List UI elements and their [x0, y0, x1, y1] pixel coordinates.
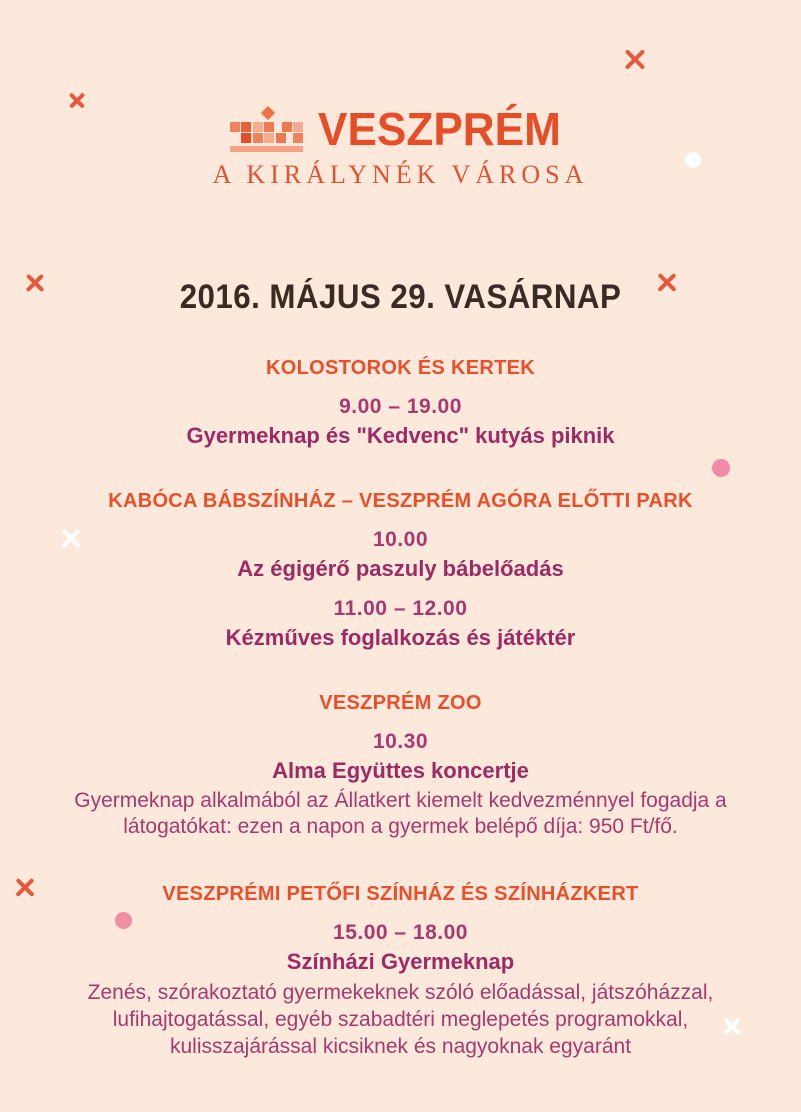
event-title: Kézműves foglalkozás és játéktér: [225, 625, 576, 650]
x-mark-decoration: [624, 48, 646, 71]
event-item: [0, 529, 801, 580]
program-list: [0, 358, 801, 1060]
event-section: [0, 491, 801, 649]
event-item: [0, 922, 801, 1060]
dot-decoration: [115, 912, 132, 929]
event-time: 11.00 – 12.00: [333, 597, 468, 620]
event-time: 15.00 – 18.00: [333, 921, 468, 944]
venue-heading: VESZPRÉM ZOO: [319, 692, 482, 714]
x-mark-decoration: [722, 1017, 741, 1036]
event-item: [0, 598, 801, 649]
venue-heading: KABÓCA BÁBSZÍNHÁZ – VESZPRÉM AGÓRA ELŐTTI PARK: [108, 490, 693, 512]
logo-slogan: A KIRÁLYNÉK VÁROSA: [212, 160, 589, 189]
event-description: Zenés, szórakoztató gyermekeknek szóló előadással, játszóházzal, lufihajtogatással, egyéb szabadtéri meglepetés programokkal, kulisszajárással kicsiknek és nagyoknak egyaránt: [87, 981, 714, 1058]
event-title: Színházi Gyermeknap: [286, 949, 515, 974]
event-section: [0, 884, 801, 1060]
logo-city-name: VESZPRÉM: [317, 103, 561, 155]
event-time: 9.00 – 19.00: [339, 395, 462, 418]
event-title: Gyermeknap és "Kedvenc" kutyás piknik: [186, 423, 615, 448]
event-section: [0, 358, 801, 447]
event-time: 10.00: [372, 528, 429, 551]
x-mark-decoration: [60, 528, 81, 549]
city-logo: [0, 0, 801, 190]
dot-decoration: [712, 459, 730, 477]
event-title: Alma Együttes koncertje: [272, 758, 529, 783]
event-section: [0, 693, 801, 840]
x-mark-decoration: [15, 877, 35, 898]
event-item: [0, 731, 801, 840]
dot-decoration: [685, 152, 701, 168]
x-mark-decoration: [68, 92, 86, 110]
event-item: [0, 396, 801, 447]
event-time: 10.30: [372, 730, 429, 753]
venue-heading: VESZPRÉMI PETŐFI SZÍNHÁZ ÉS SZÍNHÁZKERT: [162, 883, 639, 905]
venue-heading: KOLOSTOROK ÉS KERTEK: [266, 357, 535, 379]
crown-icon: [230, 108, 303, 152]
event-title: Az égigérő paszuly bábelőadás: [237, 556, 564, 581]
date-title: 2016. MÁJUS 29. VASÁRNAP: [179, 278, 622, 316]
event-description: Gyermeknap alkalmából az Állatkert kiemelt kedvezménnyel fogadja a látogatókat: ezen a napon a gyermek belépő díja: 950 Ft/fő.: [74, 789, 727, 838]
